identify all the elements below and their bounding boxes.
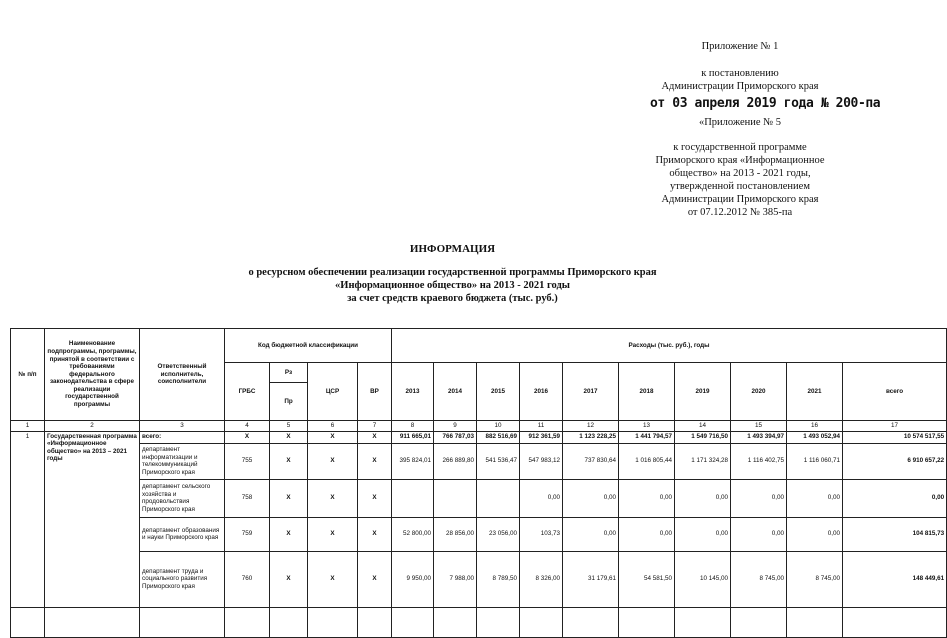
value-cell: 0,00 (787, 479, 843, 517)
vr-cell: X (358, 551, 392, 607)
col-number: 7 (358, 421, 392, 432)
header-year: 2021 (787, 363, 843, 421)
value-cell: 1 171 324,28 (675, 443, 731, 479)
value-cell: 395 824,01 (392, 443, 434, 479)
col-number: 10 (477, 421, 520, 432)
value-cell: 103,73 (520, 517, 563, 551)
title-line-2: «Информационное общество» на 2013 - 2021 годы (335, 280, 570, 291)
decree-date-stamp: от 03 апреля 2019 года № 200-па (650, 96, 881, 111)
col-number: 16 (787, 421, 843, 432)
total-cell: 104 815,73 (843, 517, 947, 551)
value-cell: 8 745,00 (731, 551, 787, 607)
value-cell: 1 493 052,94 (787, 431, 843, 443)
col-number: 14 (675, 421, 731, 432)
col-number: 4 (225, 421, 270, 432)
csr-cell: X (308, 517, 358, 551)
value-cell: 1 123 228,25 (563, 431, 619, 443)
program-line: от 07.12.2012 № 385-па (687, 207, 793, 218)
value-cell: 1 549 716,50 (675, 431, 731, 443)
program-line: Приморского края «Информационное (655, 155, 825, 166)
value-cell: 0,00 (619, 479, 675, 517)
grbs-cell: 758 (225, 479, 270, 517)
program-num: 1 (11, 431, 45, 607)
csr-cell: X (308, 443, 358, 479)
col-number: 13 (619, 421, 675, 432)
table-row (11, 517, 947, 551)
decree-line-2: Администрации Приморского края (661, 81, 819, 92)
rzpr-cell: X (270, 479, 308, 517)
value-cell (434, 479, 477, 517)
rzpr-cell: X (270, 517, 308, 551)
value-cell: 911 665,01 (392, 431, 434, 443)
header-executor: Ответственный исполнитель, соисполнители (140, 329, 225, 421)
program-line: общество» на 2013 - 2021 годы, (669, 168, 811, 179)
value-cell: 0,00 (675, 479, 731, 517)
value-cell: 0,00 (675, 517, 731, 551)
total-cell: 148 449,61 (843, 551, 947, 607)
grbs-cell: 755 (225, 443, 270, 479)
grbs-cell: 760 (225, 551, 270, 607)
resource-table (10, 328, 947, 638)
document-title: ИНФОРМАЦИЯ (409, 243, 496, 255)
value-cell: 1 441 794,57 (619, 431, 675, 443)
executor-cell: департамент образования и науки Приморского края (140, 517, 225, 551)
rzpr-cell: X (270, 551, 308, 607)
executor-cell: всего: (140, 431, 225, 443)
total-cell: 10 574 517,55 (843, 431, 947, 443)
table-row (11, 479, 947, 517)
vr-cell: X (358, 431, 392, 443)
csr-cell: X (308, 431, 358, 443)
value-cell: 7 988,00 (434, 551, 477, 607)
col-number: 3 (140, 421, 225, 432)
header-rz: Рз (270, 363, 308, 383)
csr-cell: X (308, 551, 358, 607)
header-year: 2015 (477, 363, 520, 421)
vr-cell: X (358, 517, 392, 551)
value-cell: 10 145,00 (675, 551, 731, 607)
value-cell: 0,00 (787, 517, 843, 551)
header-csr: ЦСР (308, 363, 358, 421)
program-reference (630, 141, 850, 219)
value-cell: 0,00 (563, 517, 619, 551)
value-cell: 0,00 (563, 479, 619, 517)
executor-cell: департамент информатизации и телекоммуникаций Приморского края (140, 443, 225, 479)
value-cell: 0,00 (520, 479, 563, 517)
col-number: 17 (843, 421, 947, 432)
table-row-empty (11, 607, 947, 637)
title-line-3: за счет средств краевого бюджета (тыс. руб.) (347, 293, 558, 304)
grbs-cell: 759 (225, 517, 270, 551)
program-line: утвержденной постановлением (670, 181, 810, 192)
value-cell: 547 983,12 (520, 443, 563, 479)
rzpr-cell: X (270, 431, 308, 443)
value-cell (392, 479, 434, 517)
col-number: 9 (434, 421, 477, 432)
appendix-label: Приложение № 1 (701, 41, 779, 52)
col-number: 6 (308, 421, 358, 432)
program-line: к государственной программе (673, 142, 807, 153)
header-pr: Пр (270, 383, 308, 421)
value-cell: 1 116 060,71 (787, 443, 843, 479)
total-cell: 6 910 657,22 (843, 443, 947, 479)
old-appendix-label: «Приложение № 5 (698, 117, 782, 128)
col-number: 5 (270, 421, 308, 432)
header-year: 2020 (731, 363, 787, 421)
value-cell: 882 516,69 (477, 431, 520, 443)
value-cell: 0,00 (731, 479, 787, 517)
col-number: 12 (563, 421, 619, 432)
decree-line-1: к постановлению (701, 68, 779, 79)
header-num: № п/п (11, 329, 45, 421)
total-cell: 0,00 (843, 479, 947, 517)
header-year: 2019 (675, 363, 731, 421)
rzpr-cell: X (270, 443, 308, 479)
col-number: 15 (731, 421, 787, 432)
vr-cell: X (358, 479, 392, 517)
program-line: Администрации Приморского края (661, 194, 819, 205)
header-year: 2014 (434, 363, 477, 421)
header-year: 2018 (619, 363, 675, 421)
value-cell: 1 116 402,75 (731, 443, 787, 479)
executor-cell: департамент сельского хозяйства и продовольствия Приморского края (140, 479, 225, 517)
value-cell: 737 830,64 (563, 443, 619, 479)
value-cell: 8 326,00 (520, 551, 563, 607)
col-number: 8 (392, 421, 434, 432)
value-cell: 0,00 (731, 517, 787, 551)
header-budget-code: Код бюджетной классификации (225, 329, 392, 363)
value-cell (477, 479, 520, 517)
value-cell: 912 361,59 (520, 431, 563, 443)
csr-cell: X (308, 479, 358, 517)
value-cell: 8 745,00 (787, 551, 843, 607)
header-grbs: ГРБС (225, 363, 270, 421)
table-row (11, 551, 947, 607)
column-number-row (11, 421, 947, 432)
value-cell: 0,00 (619, 517, 675, 551)
value-cell: 31 179,61 (563, 551, 619, 607)
executor-cell: департамент труда и социального развития Приморского края (140, 551, 225, 607)
value-cell: 23 056,00 (477, 517, 520, 551)
title-line-1: о ресурсном обеспечении реализации государственной программы Приморского края (248, 267, 657, 278)
table-row (11, 443, 947, 479)
value-cell: 266 889,80 (434, 443, 477, 479)
program-name: Государственная программа «Информационное общество» на 2013 – 2021 годы (45, 431, 140, 607)
header-year: 2016 (520, 363, 563, 421)
header-year: 2013 (392, 363, 434, 421)
value-cell: 1 493 394,97 (731, 431, 787, 443)
col-number: 1 (11, 421, 45, 432)
col-number: 11 (520, 421, 563, 432)
vr-cell: X (358, 443, 392, 479)
value-cell: 766 787,03 (434, 431, 477, 443)
value-cell: 28 856,00 (434, 517, 477, 551)
header-total: всего (843, 363, 947, 421)
value-cell: 9 950,00 (392, 551, 434, 607)
value-cell: 8 789,50 (477, 551, 520, 607)
header-name: Наименование подпрограммы, программы, принятой в соответствии с требованиями федерального законодательства в сфере реализации государственной программы (45, 329, 140, 421)
value-cell: 1 016 805,44 (619, 443, 675, 479)
value-cell: 54 581,50 (619, 551, 675, 607)
header-vr: ВР (358, 363, 392, 421)
value-cell: 541 536,47 (477, 443, 520, 479)
col-number: 2 (45, 421, 140, 432)
table-row (11, 431, 947, 443)
header-year: 2017 (563, 363, 619, 421)
value-cell: 52 800,00 (392, 517, 434, 551)
header-expenses: Расходы (тыс. руб.), годы (392, 329, 947, 363)
grbs-cell: X (225, 431, 270, 443)
